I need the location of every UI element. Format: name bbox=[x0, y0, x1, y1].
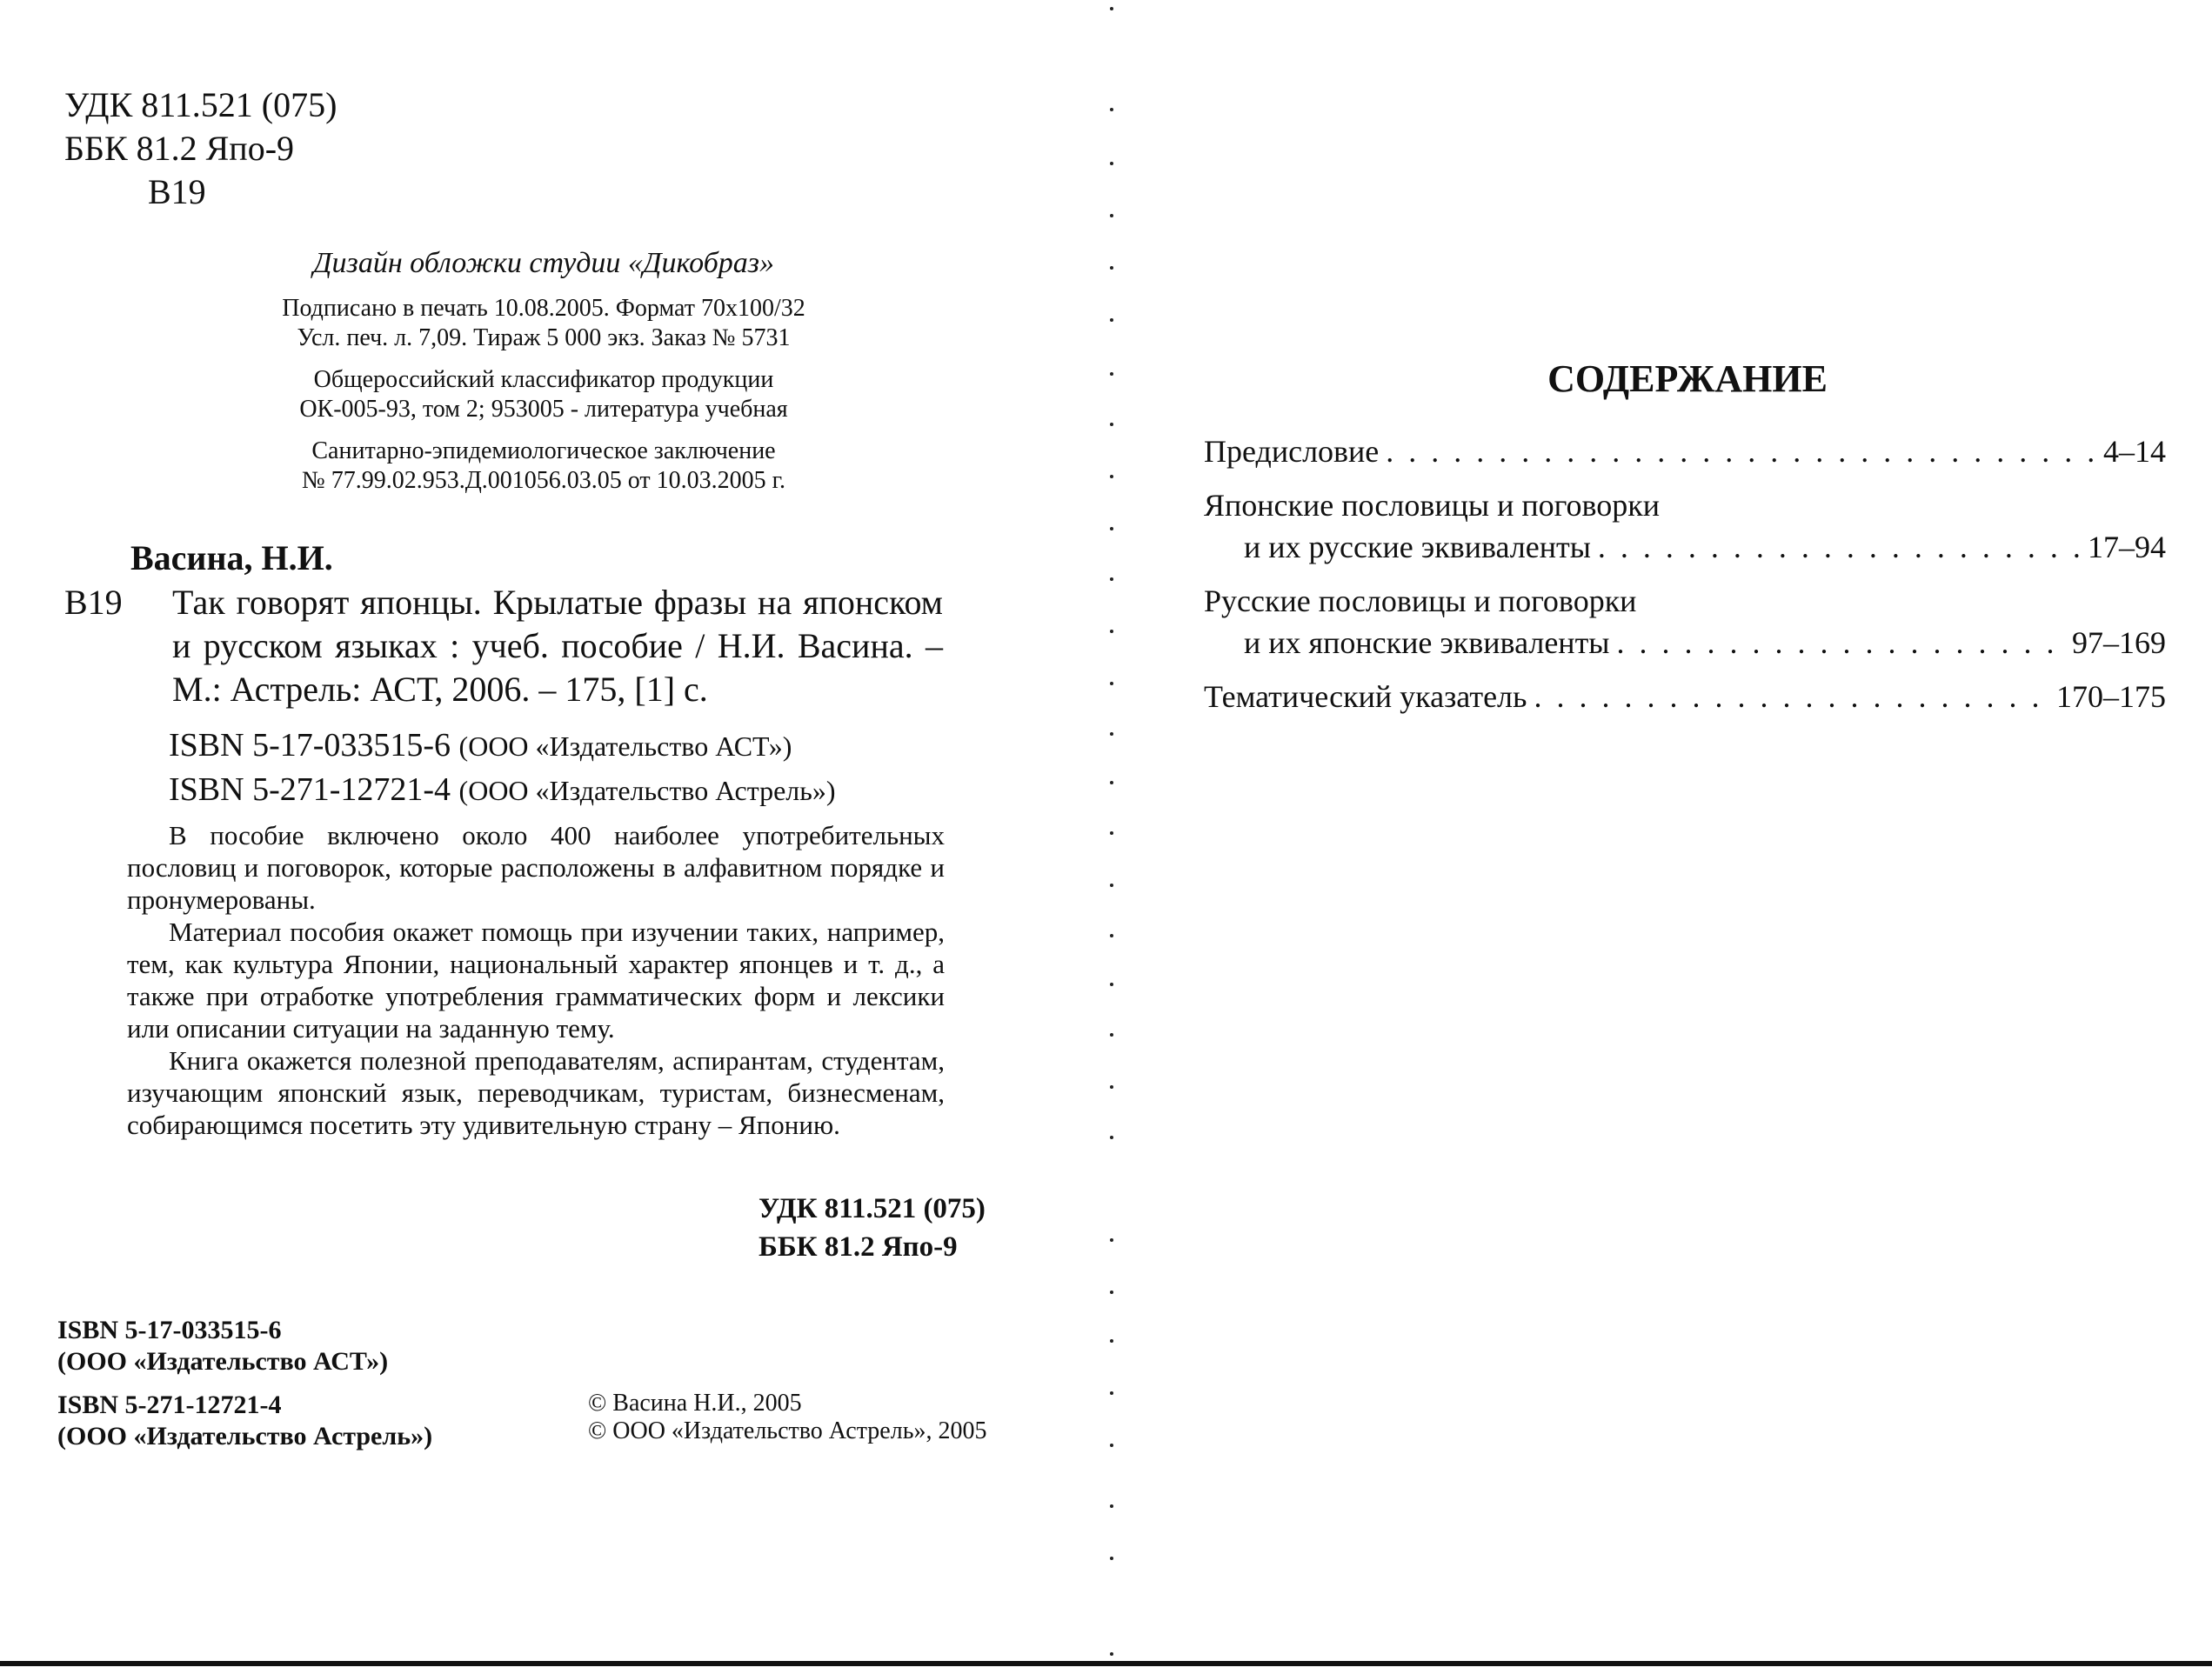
toc-leader-dots bbox=[1598, 529, 2081, 565]
author-code: В19 bbox=[148, 172, 206, 211]
toc-entry-japanese-proverbs bbox=[1204, 487, 2166, 570]
bbk-code-bottom: ББК 81.2 Япо-9 bbox=[758, 1231, 958, 1263]
sanitary-conclusion-line-2: № 77.99.02.953.Д.001056.03.05 от 10.03.2005 г. bbox=[301, 467, 785, 494]
toc-entry-russian-proverbs bbox=[1204, 583, 2166, 666]
bib-description: Так говорят японцы. Крылатые фразы на японском и русском языках : учеб. пособие / Н.И. Васина. – М.: Астрель: АСТ, 2006. – 175, [1] с. bbox=[172, 583, 943, 709]
isbn-list bbox=[169, 724, 836, 812]
bibliographic-record bbox=[64, 581, 943, 711]
page-bottom-edge bbox=[0, 1661, 2212, 1666]
print-info bbox=[217, 245, 870, 496]
toc-entry-thematic-index bbox=[1204, 678, 2166, 720]
page-gutter bbox=[1110, 0, 1119, 1674]
toc-entry-pages: 4–14 bbox=[2103, 434, 2166, 469]
table-of-contents bbox=[1204, 433, 2166, 732]
toc-leader-dots bbox=[1617, 624, 2066, 661]
toc-entry-preface bbox=[1204, 433, 2166, 475]
isbn-block-bottom bbox=[57, 1315, 432, 1452]
isbn-publisher: (ООО «Издательство Астрель») bbox=[458, 775, 836, 806]
classification-codes bbox=[64, 83, 337, 214]
udk-code: УДК 811.521 (075) bbox=[64, 85, 337, 124]
toc-entry-pages: 170–175 bbox=[2056, 679, 2166, 714]
toc-entry-pages: 97–169 bbox=[2072, 625, 2166, 660]
product-classifier-line-1: Общероссийский классификатор продукции bbox=[313, 366, 774, 393]
isbn-number: ISBN 5-17-033515-6 bbox=[169, 727, 451, 764]
copyright-line: © ООО «Издательство Астрель», 2005 bbox=[588, 1417, 987, 1444]
copyright-block bbox=[588, 1390, 986, 1445]
toc-entry-title: Японские пословицы и поговорки bbox=[1204, 488, 1660, 523]
udk-code-bottom: УДК 811.521 (075) bbox=[758, 1193, 986, 1224]
isbn-line bbox=[169, 724, 836, 768]
isbn-publisher: (ООО «Издательство АСТ») bbox=[458, 730, 792, 762]
copyright-line: © Васина Н.И., 2005 bbox=[588, 1390, 802, 1417]
toc-entry-subtitle: и их русские эквиваленты bbox=[1244, 530, 1591, 564]
toc-leader-dots bbox=[1534, 678, 2049, 715]
print-volume: Усл. печ. л. 7,09. Тираж 5 000 экз. Заказ № 5731 bbox=[297, 324, 791, 351]
isbn-bottom-line: (ООО «Издательство Астрель») bbox=[57, 1422, 433, 1451]
toc-entry-pages: 17–94 bbox=[2088, 530, 2166, 564]
signed-to-print: Подписано в печать 10.08.2005. Формат 70x100/32 bbox=[282, 295, 805, 322]
isbn-bottom-line: ISBN 5-271-12721-4 bbox=[57, 1391, 282, 1419]
author-name: Васина, Н.И. bbox=[130, 538, 333, 577]
toc-entry-title: Тематический указатель bbox=[1204, 679, 1527, 714]
isbn-number: ISBN 5-271-12721-4 bbox=[169, 771, 451, 808]
isbn-bottom-line: ISBN 5-17-033515-6 bbox=[57, 1316, 282, 1344]
cover-design-credit: Дизайн обложки студии «Дикобраз» bbox=[312, 247, 775, 279]
annotation-paragraph: Материал пособия окажет помощь при изучении таких, например, тем, как культура Японии, национальный характер японцев и т. д., а также при отработке употребления грамматических форм и лексики или описании ситуации на заданную тему. bbox=[127, 917, 945, 1044]
isbn-line bbox=[169, 768, 836, 812]
sanitary-conclusion-line-1: Санитарно-эпидемиологическое заключение bbox=[311, 437, 776, 464]
product-classifier-line-2: ОК-005-93, том 2; 953005 - литература учебная bbox=[299, 396, 788, 423]
toc-entry-subtitle: и их японские эквиваленты bbox=[1244, 625, 1610, 660]
toc-title: СОДЕРЖАНИЕ bbox=[1547, 357, 1828, 400]
isbn-bottom-line: (ООО «Издательство АСТ») bbox=[57, 1347, 389, 1376]
annotation bbox=[127, 819, 945, 1141]
toc-entry-title: Предисловие bbox=[1204, 434, 1380, 469]
toc-entry-title: Русские пословицы и поговорки bbox=[1204, 584, 1637, 618]
toc-leader-dots bbox=[1386, 433, 2096, 470]
annotation-paragraph: Книга окажется полезной преподавателям, аспирантам, студентам, изучающим японский язык, переводчикам, туристам, бизнесменам, собирающимся посетить эту удивительную страну – Японию. bbox=[127, 1045, 945, 1140]
classification-codes-bottom bbox=[758, 1190, 986, 1266]
bbk-code: ББК 81.2 Япо-9 bbox=[64, 129, 295, 168]
annotation-paragraph: В пособие включено около 400 наиболее употребительных пословиц и поговорок, которые расположены в алфавитном порядке и пронумерованы. bbox=[127, 820, 945, 915]
bib-code: В19 bbox=[64, 583, 123, 622]
